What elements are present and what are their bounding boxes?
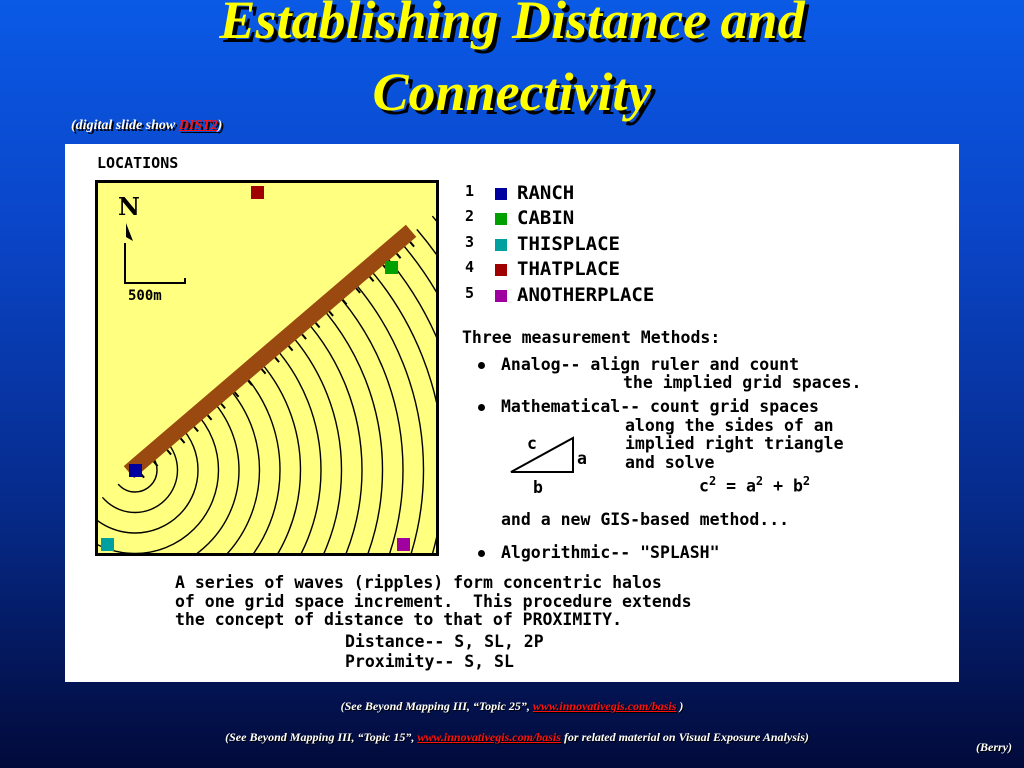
dist2-link[interactable]: DIST2 (178, 118, 218, 133)
legend-swatch (495, 213, 507, 225)
new-method-text: and a new GIS-based method... (501, 510, 790, 529)
description-line3: the concept of distance to that of PROXIMITY. (175, 610, 623, 629)
anotherplace-marker (397, 538, 410, 551)
subtitle-prefix: (digital slide show (71, 118, 179, 133)
content-panel (65, 144, 959, 682)
footer2-suffix: for related material on Visual Exposure Analysis) (560, 730, 809, 744)
description-line1: A series of waves (ripples) form concentric halos (175, 573, 662, 592)
splash-ripples (98, 183, 436, 553)
ruler-tick (397, 254, 401, 259)
exponent: 2 (708, 474, 717, 488)
triangle-label-a: a (577, 449, 587, 468)
bullet-icon (478, 404, 485, 411)
ruler-tick (410, 242, 414, 247)
ranch-marker (129, 464, 142, 477)
legend-number: 1 (465, 182, 475, 200)
right-triangle-diagram (505, 434, 585, 496)
algorithmic-line: Algorithmic-- "SPLASH" (501, 543, 720, 562)
cabin-marker (385, 261, 398, 274)
description-line5: Proximity-- S, SL (345, 652, 514, 671)
math-line1: Mathematical-- count grid spaces (501, 397, 819, 416)
math-line3: implied right triangle (625, 434, 844, 453)
author-credit: (Berry) (976, 740, 1012, 754)
exponent: 2 (802, 474, 811, 488)
ruler-tick (208, 415, 212, 420)
legend-label: CABIN (517, 207, 575, 229)
legend-number: 5 (465, 284, 475, 302)
ruler-tick (194, 427, 198, 432)
triangle-label-b: b (533, 478, 543, 497)
subtitle (71, 118, 222, 134)
ruler-tick (289, 346, 293, 351)
footer1-suffix: ) (676, 699, 684, 713)
formula-plus-b: + b (763, 476, 803, 496)
math-line2: along the sides of an (625, 416, 834, 435)
ruler-tick (370, 277, 374, 282)
analog-line1: Analog-- align ruler and count (501, 355, 800, 374)
legend-number: 4 (465, 258, 475, 276)
formula-equals-a: = a (716, 476, 756, 496)
location-map (95, 180, 439, 556)
ruler-tick (275, 358, 279, 363)
description-line4: Distance-- S, SL, 2P (345, 632, 544, 651)
ruler-tick (181, 438, 185, 443)
legend-label: RANCH (517, 182, 575, 204)
north-icon: N (118, 192, 140, 221)
analog-line2: the implied grid spaces. (623, 373, 862, 392)
thatplace-marker (251, 186, 264, 199)
description-line2: of one grid space increment. This procedure extends (175, 592, 692, 611)
subtitle-suffix: ) (217, 118, 223, 133)
footer2-prefix: (See Beyond Mapping III, “Topic 15”, (225, 730, 418, 744)
ruler-tick (167, 450, 171, 455)
ruler-tick (262, 369, 266, 374)
slide-title-line1: Establishing Distance and (219, 0, 805, 50)
ruler-tick (221, 404, 225, 409)
bullet-icon (478, 362, 485, 369)
triangle-label-c: c (527, 434, 537, 453)
legend-label: THISPLACE (517, 233, 620, 255)
formula-c: c (699, 476, 709, 496)
methods-heading: Three measurement Methods: (462, 328, 721, 347)
ruler-tick (316, 323, 320, 328)
math-line4: and solve (625, 453, 715, 472)
ruler-tick (302, 334, 306, 339)
scale-label: 500m (128, 288, 162, 304)
legend-number: 2 (465, 207, 475, 225)
bullet-icon (478, 550, 485, 557)
map-graphic (98, 183, 436, 553)
footer-reference-topic15 (0, 730, 1024, 745)
legend-label: ANOTHERPLACE (517, 284, 655, 306)
footer2-link[interactable]: www.innovativegis.com/basis (417, 730, 561, 744)
legend-swatch (495, 188, 507, 200)
legend-swatch (495, 264, 507, 276)
legend-number: 3 (465, 233, 475, 251)
ruler-tick (329, 311, 333, 316)
footer1-link[interactable]: www.innovativegis.com/basis (532, 699, 677, 713)
footer-reference-topic25 (0, 699, 1024, 714)
slide-title-line2: Connectivity (372, 62, 652, 122)
pythagorean-formula (699, 474, 810, 496)
footer1-prefix: (See Beyond Mapping III, “Topic 25”, (340, 699, 533, 713)
legend-swatch (495, 239, 507, 251)
legend-swatch (495, 290, 507, 302)
legend-label: THATPLACE (517, 258, 620, 280)
map-heading: LOCATIONS (97, 154, 179, 172)
exponent: 2 (755, 474, 764, 488)
thisplace-marker (101, 538, 114, 551)
